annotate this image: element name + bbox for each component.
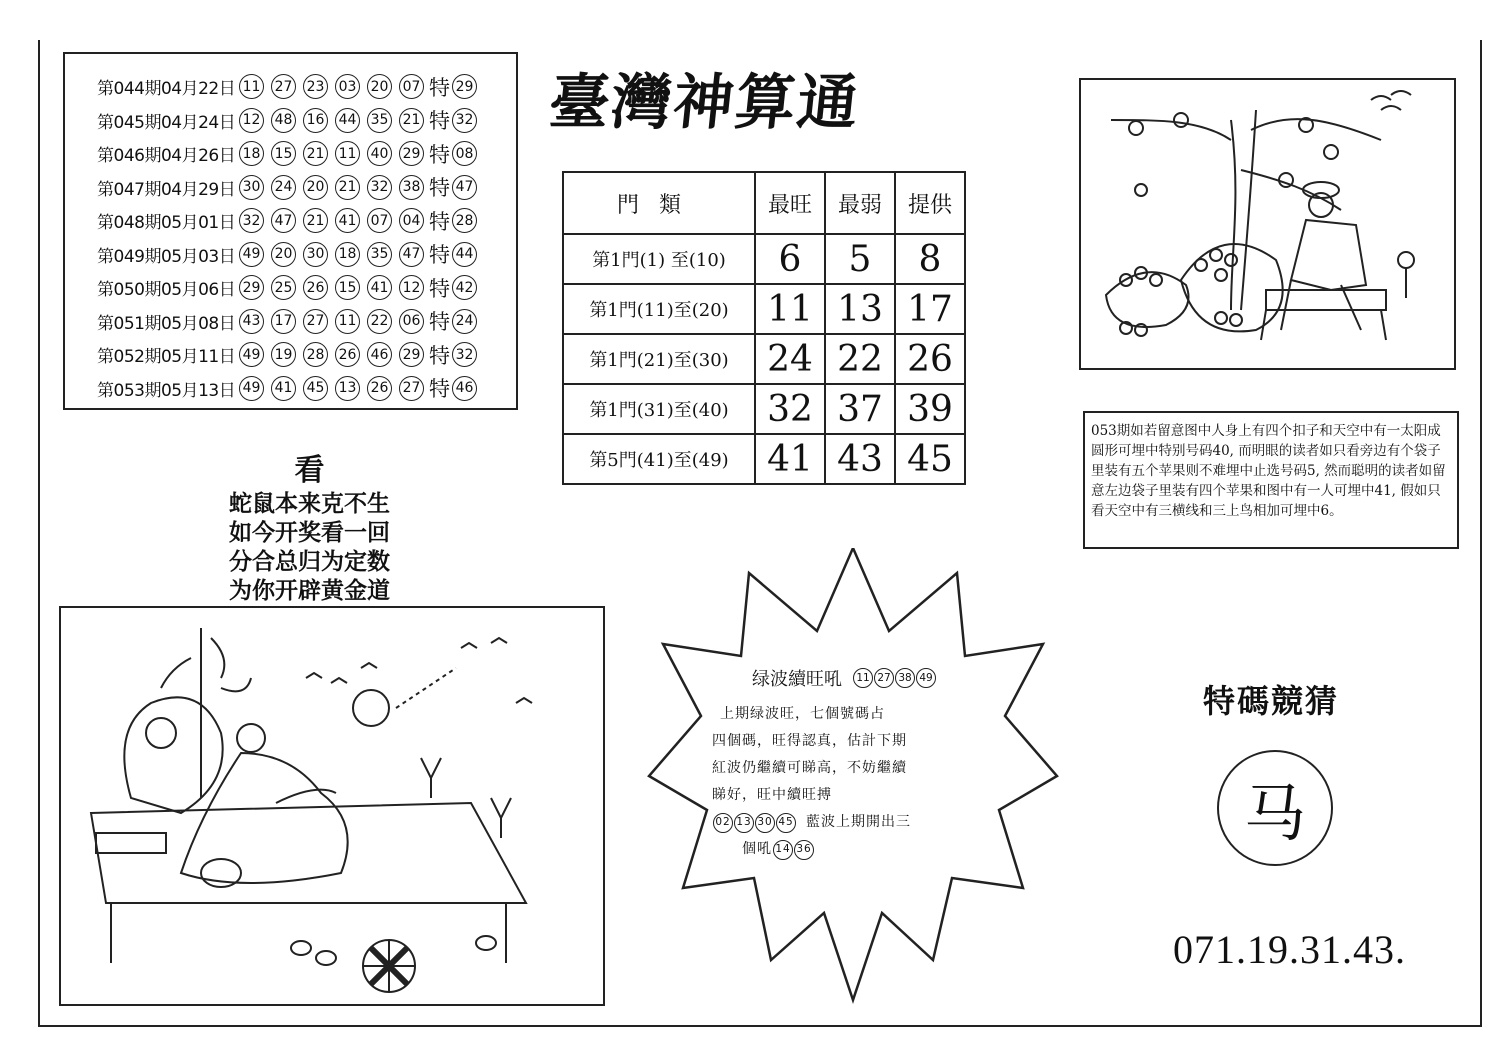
special-label: 特 (429, 377, 450, 402)
weakest-value: 13 (825, 284, 895, 334)
number-ball: 24 (271, 175, 296, 200)
number-ball: 49 (916, 668, 936, 688)
star-title: 绿波續旺吼 (752, 669, 842, 690)
number-ball: 38 (399, 175, 424, 200)
special-label: 特 (429, 176, 450, 201)
star-foot2-text: 個吼 (742, 841, 772, 857)
number-ball: 13 (335, 376, 360, 401)
table-row (563, 434, 965, 484)
table-row (563, 234, 965, 284)
number-ball: 12 (399, 275, 424, 300)
hottest-value: 11 (755, 284, 825, 334)
provided-value: 39 (895, 384, 965, 434)
hottest-value: 41 (755, 434, 825, 484)
header-hottest: 最旺 (755, 172, 825, 234)
number-ball: 20 (367, 74, 392, 99)
table-header-row (563, 172, 965, 234)
history-row (97, 70, 516, 104)
number-ball: 06 (399, 309, 424, 334)
history-row (97, 137, 516, 171)
number-ball: 27 (399, 376, 424, 401)
row-label: 第1門(31)至(40) (563, 384, 755, 434)
draw-history-box (63, 52, 518, 410)
number-ball: 40 (367, 141, 392, 166)
special-label: 特 (429, 142, 450, 167)
table-row (563, 384, 965, 434)
history-row (97, 171, 516, 205)
number-ball: 46 (367, 342, 392, 367)
history-row (97, 238, 516, 272)
number-ball: 41 (367, 275, 392, 300)
special-number-ball: 08 (452, 141, 477, 166)
poem-line: 分合总归为定数 (229, 548, 390, 575)
row-label: 第1門(1) 至(10) (563, 234, 755, 284)
page-title: 臺灣神算通 (545, 68, 864, 138)
star-line: 四個碼，旺得認真，估計下期 (712, 733, 907, 749)
number-ball: 41 (335, 208, 360, 233)
draw-label: 第053期05月13日 (97, 380, 236, 401)
number-ball: 18 (239, 141, 264, 166)
number-ball: 26 (367, 376, 392, 401)
number-ball: 23 (303, 74, 328, 99)
number-ball: 47 (399, 242, 424, 267)
number-ball: 32 (239, 208, 264, 233)
weakest-value: 22 (825, 334, 895, 384)
number-ball: 13 (734, 813, 754, 833)
number-ball: 02 (713, 813, 733, 833)
header-weakest: 最弱 (825, 172, 895, 234)
number-ball: 25 (271, 275, 296, 300)
number-ball: 45 (303, 376, 328, 401)
hottest-value: 32 (755, 384, 825, 434)
draw-label: 第044期04月22日 (97, 79, 236, 100)
special-label: 特 (429, 343, 450, 368)
number-ball: 11 (239, 74, 264, 99)
special-number-ball: 46 (452, 376, 477, 401)
weakest-value: 5 (825, 234, 895, 284)
number-ball: 20 (303, 175, 328, 200)
special-label: 特 (429, 209, 450, 234)
row-label: 第1門(11)至(20) (563, 284, 755, 334)
draw-label: 第050期05月06日 (97, 280, 236, 301)
history-row (97, 104, 516, 138)
special-number-ball: 44 (452, 242, 477, 267)
number-ball: 03 (335, 74, 360, 99)
provided-value: 8 (895, 234, 965, 284)
number-ball: 43 (239, 309, 264, 334)
number-ball: 04 (399, 208, 424, 233)
hottest-value: 24 (755, 334, 825, 384)
number-ball: 19 (271, 342, 296, 367)
special-label: 特 (429, 109, 450, 134)
apple-tree-illustration (1079, 78, 1456, 370)
history-row (97, 338, 516, 372)
row-label: 第1門(21)至(30) (563, 334, 755, 384)
star-line: 上期绿波旺，七個號碼占 (720, 706, 885, 722)
number-ball: 29 (399, 342, 424, 367)
number-ball: 45 (776, 813, 796, 833)
special-number-ball: 42 (452, 275, 477, 300)
star-foot2-row (712, 836, 982, 863)
special-number-ball: 47 (452, 175, 477, 200)
special-number-ball: 28 (452, 208, 477, 233)
star-foot-text: 藍波上期開出三 (806, 814, 911, 830)
number-ball: 47 (271, 208, 296, 233)
number-ball: 29 (239, 275, 264, 300)
number-ball: 15 (335, 275, 360, 300)
number-ball: 27 (303, 309, 328, 334)
special-number-ball: 32 (452, 342, 477, 367)
poem-line: 如今开奖看一回 (229, 519, 390, 546)
table-row (563, 334, 965, 384)
draw-label: 第052期05月11日 (97, 347, 236, 368)
history-row (97, 305, 516, 339)
poem (222, 445, 397, 605)
number-ball: 48 (271, 108, 296, 133)
number-ball: 14 (773, 840, 793, 860)
number-ball: 21 (399, 108, 424, 133)
draw-label: 第045期04月24日 (97, 112, 236, 133)
zodiac-circle: 马 (1217, 750, 1333, 866)
number-ball: 21 (335, 175, 360, 200)
history-row (97, 372, 516, 406)
star-line: 紅波仍繼續可睇高，不妨繼續 (712, 760, 907, 776)
number-ball: 49 (239, 376, 264, 401)
number-ball: 41 (271, 376, 296, 401)
number-ball: 26 (335, 342, 360, 367)
number-ball: 21 (303, 208, 328, 233)
draw-label: 第047期04月29日 (97, 179, 236, 200)
number-ball: 18 (335, 242, 360, 267)
number-ball: 27 (271, 74, 296, 99)
number-ball: 26 (303, 275, 328, 300)
number-ball: 38 (895, 668, 915, 688)
number-ball: 29 (399, 141, 424, 166)
guess-title: 特碼競猜 (1203, 682, 1340, 720)
special-number-ball: 24 (452, 309, 477, 334)
number-ball: 16 (303, 108, 328, 133)
number-ball: 35 (367, 108, 392, 133)
weakest-value: 37 (825, 384, 895, 434)
draw-label: 第051期05月08日 (97, 313, 236, 334)
number-ball: 30 (239, 175, 264, 200)
star-title-row (752, 665, 982, 691)
category-table (562, 171, 966, 485)
number-ball: 28 (303, 342, 328, 367)
provided-value: 26 (895, 334, 965, 384)
number-ball: 20 (271, 242, 296, 267)
special-label: 特 (429, 75, 450, 100)
number-ball: 17 (271, 309, 296, 334)
number-ball: 36 (794, 840, 814, 860)
number-ball: 11 (853, 668, 873, 688)
poem-line: 为你开辟黄金道 (229, 577, 390, 604)
star-body (712, 701, 982, 863)
history-row (97, 271, 516, 305)
number-ball: 49 (239, 242, 264, 267)
number-ball: 44 (335, 108, 360, 133)
table-row (563, 284, 965, 334)
row-label: 第5門(41)至(49) (563, 434, 755, 484)
number-ball: 49 (239, 342, 264, 367)
number-ball: 22 (367, 309, 392, 334)
special-label: 特 (429, 310, 450, 335)
provided-value: 45 (895, 434, 965, 484)
number-ball: 07 (367, 208, 392, 233)
provided-value: 17 (895, 284, 965, 334)
number-ball: 35 (367, 242, 392, 267)
number-ball: 30 (303, 242, 328, 267)
number-ball: 15 (271, 141, 296, 166)
number-ball: 11 (335, 309, 360, 334)
special-number-ball: 32 (452, 108, 477, 133)
number-ball: 30 (755, 813, 775, 833)
special-label: 特 (429, 243, 450, 268)
poem-heading: 看 (294, 453, 325, 488)
special-label: 特 (429, 276, 450, 301)
star-content (712, 665, 982, 863)
special-number-ball: 29 (452, 74, 477, 99)
draw-label: 第046期04月26日 (97, 146, 236, 167)
header-provided: 提供 (895, 172, 965, 234)
star-foot-row (712, 809, 982, 836)
number-ball: 32 (367, 175, 392, 200)
poem-line: 蛇鼠本来克不生 (229, 490, 390, 517)
star-line: 睇好，旺中續旺搏 (712, 787, 832, 803)
draw-label: 第049期05月03日 (97, 246, 236, 267)
weakest-value: 43 (825, 434, 895, 484)
draw-label: 第048期05月01日 (97, 213, 236, 234)
number-ball: 11 (335, 141, 360, 166)
number-ball: 21 (303, 141, 328, 166)
history-row (97, 204, 516, 238)
number-ball: 12 (239, 108, 264, 133)
number-ball: 27 (874, 668, 894, 688)
riddle-text: 053期如若留意图中人身上有四个扣子和天空中有一太阳成圆形可埋中特别号码40, 而明眼的读者如只看旁边有个袋子里装有五个苹果则不难埋中止选号码5, 然而聪明的读者如留意左边袋子里装有四个苹果和图中有一人可埋中41, 假如只看天空中有三横线和三上鸟相加可埋中6。 (1083, 411, 1459, 549)
scholar-illustration (59, 606, 605, 1006)
number-ball: 07 (399, 74, 424, 99)
guess-numbers: 071.19.31.43. (1173, 927, 1406, 972)
hottest-value: 6 (755, 234, 825, 284)
header-category: 門類 (563, 172, 755, 234)
